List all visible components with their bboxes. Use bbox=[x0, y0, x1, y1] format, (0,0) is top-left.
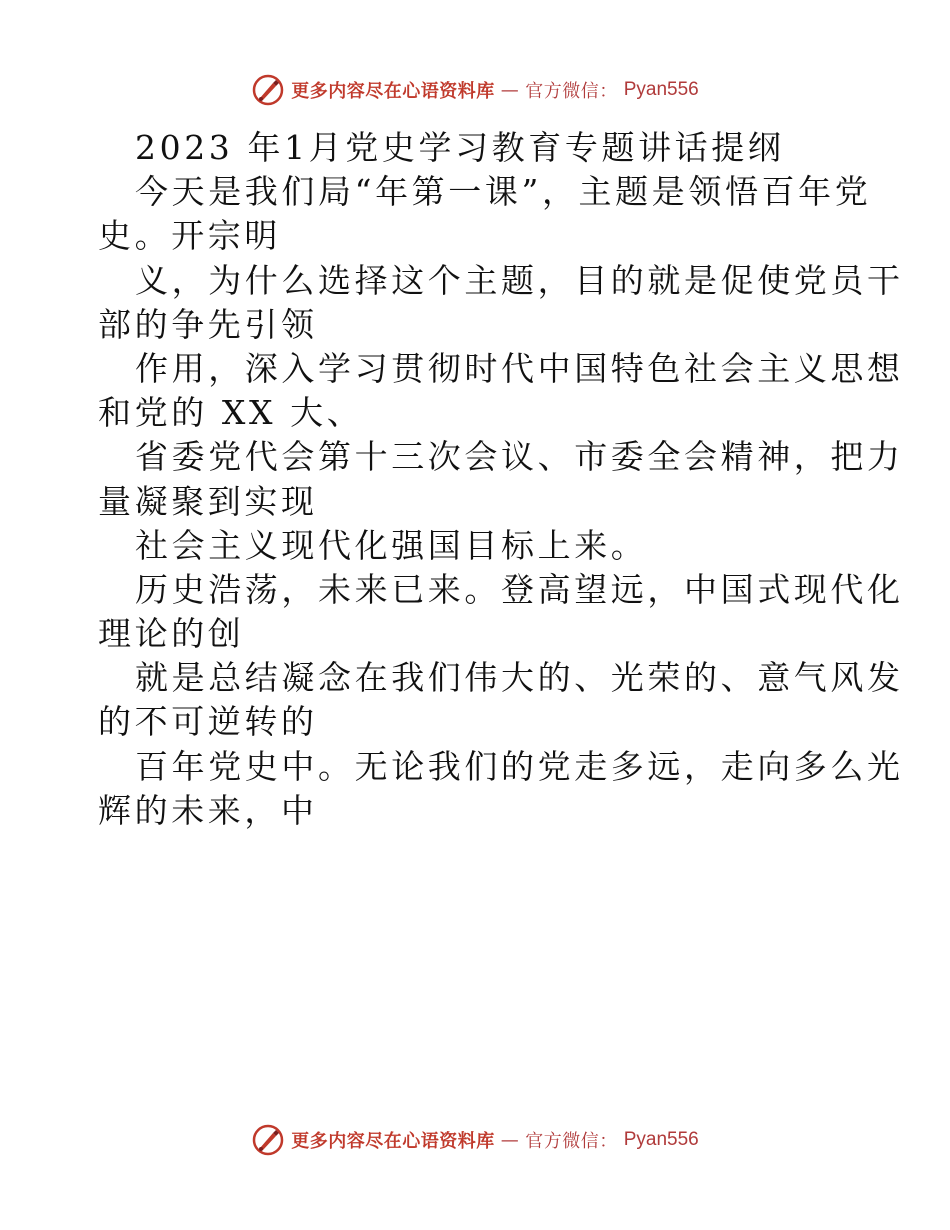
watermark-wechat-id: Pyan556 bbox=[623, 1129, 699, 1150]
footer-watermark bbox=[0, 1120, 950, 1160]
document-body bbox=[98, 126, 904, 833]
header-watermark bbox=[0, 70, 950, 110]
paragraph-line: 今天是我们局“年第一课”，主题是领悟百年党 bbox=[135, 172, 872, 212]
paragraph-line: 和党的 XX 大、 bbox=[98, 393, 364, 433]
paragraph-line: 辉的未来，中 bbox=[98, 790, 318, 830]
watermark-brand: 更多内容尽在心语资料库 bbox=[291, 81, 495, 102]
document-title: 2023 年1月党史学习教育专题讲话提纲 bbox=[135, 128, 785, 167]
paragraph-line: 量凝聚到实现 bbox=[98, 481, 318, 521]
watermark-separator: — bbox=[500, 1129, 520, 1151]
paragraph-line: 部的争先引领 bbox=[98, 304, 318, 344]
paragraph-line: 史。开宗明 bbox=[98, 216, 281, 256]
watermark-separator: — bbox=[500, 79, 520, 101]
watermark-wechat-id: Pyan556 bbox=[623, 79, 699, 100]
paragraph-line: 就是总结凝念在我们伟大的、光荣的、意气风发 bbox=[135, 658, 904, 698]
paragraph-line: 社会主义现代化强国目标上来。 bbox=[135, 525, 648, 565]
paragraph-line: 作用，深入学习贯彻时代中国特色社会主义思想 bbox=[135, 348, 904, 388]
paragraph-line: 省委党代会第十三次会议、市委全会精神，把力 bbox=[135, 437, 904, 477]
pen-logo-icon bbox=[251, 73, 285, 107]
paragraph-line: 理论的创 bbox=[98, 614, 245, 654]
watermark-wechat-label: 官方微信： bbox=[525, 1131, 618, 1152]
pen-logo-icon bbox=[251, 1123, 285, 1157]
paragraph-line: 历史浩荡，未来已来。登高望远，中国式现代化 bbox=[135, 569, 904, 609]
paragraph-line: 的不可逆转的 bbox=[98, 702, 318, 742]
watermark-brand: 更多内容尽在心语资料库 bbox=[291, 1131, 495, 1152]
paragraph-line: 百年党史中。无论我们的党走多远，走向多么光 bbox=[135, 746, 904, 786]
watermark-wechat-label: 官方微信： bbox=[525, 81, 618, 102]
paragraph-line: 义，为什么选择这个主题，目的就是促使党员干 bbox=[135, 260, 904, 300]
